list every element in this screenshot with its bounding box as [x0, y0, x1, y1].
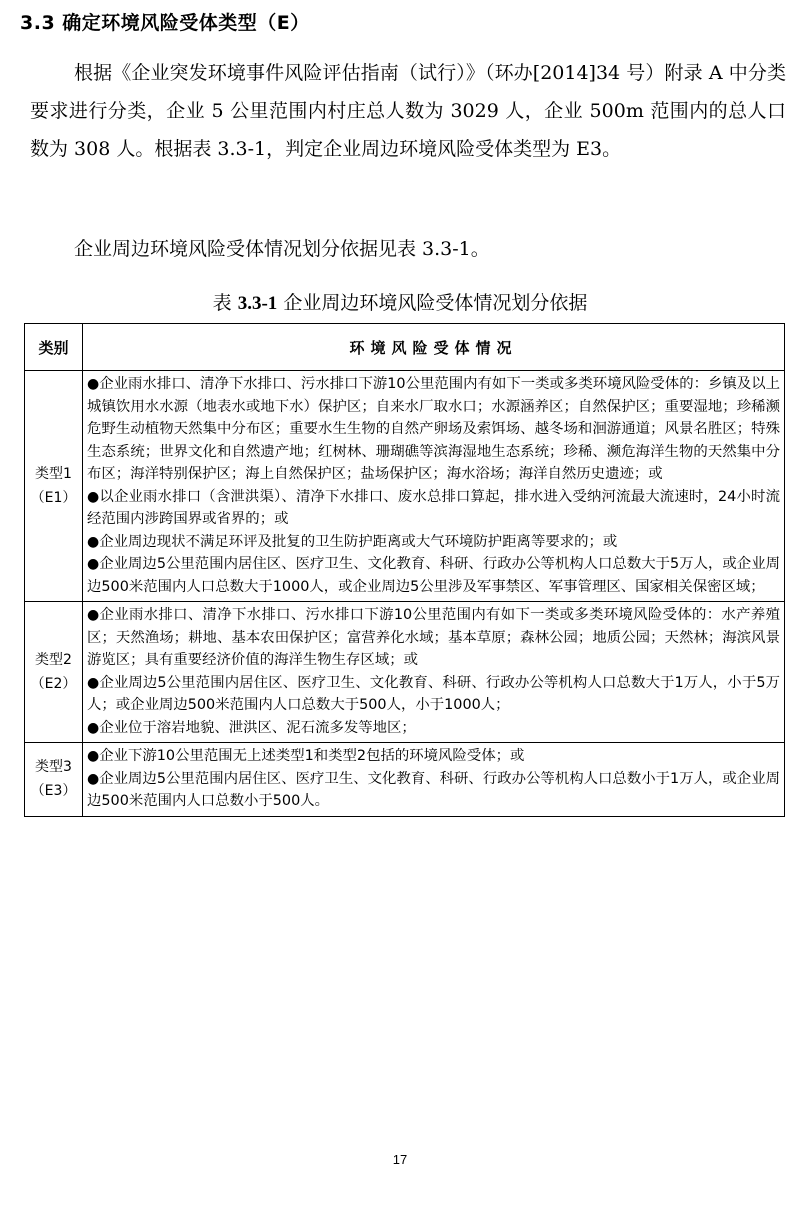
bullet-icon: ●: [87, 674, 100, 691]
type-cell-e3: [25, 743, 83, 817]
table-row-e2: [25, 602, 785, 743]
list-item: [87, 604, 780, 672]
bullet-icon: ●: [87, 556, 100, 572]
type-name: 类型3: [35, 759, 72, 776]
desc-cell-e3: [83, 743, 785, 817]
type-name: 类型1: [35, 466, 72, 482]
table-caption-title: 企业周边环境风险受体情况划分依据: [277, 292, 588, 314]
header-category: 类别: [25, 324, 83, 371]
bullet-icon: ●: [87, 770, 100, 787]
type-cell-e2: [25, 602, 83, 743]
list-item: [87, 373, 780, 486]
item-text: 企业周边5公里范围内居住区、医疗卫生、文化教育、科研、行政办公等机构人口总数大于1万人，小于5万人；或企业周边500米范围内人口总数大于500人，小于1000人；: [87, 674, 780, 713]
risk-receptor-table: [24, 323, 785, 817]
list-item: [87, 672, 780, 717]
section-heading: 3.3 确定环境风险受体类型（E）: [20, 12, 310, 34]
type-cell-e1: [25, 371, 83, 602]
desc-cell-e1: [83, 371, 785, 602]
table-caption: [0, 288, 800, 315]
table-header-row: [25, 324, 785, 371]
list-item: [87, 486, 780, 531]
table-row-e1: [25, 371, 785, 602]
list-item: [87, 745, 780, 768]
paragraph-table-reference: 企业周边环境风险受体情况划分依据见表 3.3-1。: [74, 238, 490, 260]
type-code: （E3）: [30, 783, 77, 800]
table-row-e3: [25, 743, 785, 817]
paragraph-classification: 根据《企业突发环境事件风险评估指南（试行）》（环办[2014]34 号）附录 A 中分类要求进行分类，企业 5 公里范围内村庄总人数为 3029 人，企业 500m 范围内的总人口数为 308 人。根据表 3.3-1，判定企业周边环境风险受体类型为 E3。: [30, 62, 786, 160]
item-text: 企业雨水排口、清净下水排口、污水排口下游10公里范围内有如下一类或多类环境风险受体的：乡镇及以上城镇饮用水水源（地表水或地下水）保护区；自来水厂取水口；水源涵养区；自然保护区；重要湿地；珍稀濒危野生动植物天然集中分布区；重要水生生物的自然产卵场及索饵场、越冬场和洄游通道；风景名胜区；特殊生态系统；世界文化和自然遗产地；红树林、珊瑚礁等滨海湿地生态系统；珍稀、濒危海洋生物的天然集中分布区；海洋特别保护区；海上自然保护区；盐场保护区；海水浴场；海洋自然历史遗迹；或: [87, 376, 780, 482]
type-code: （E1）: [30, 490, 77, 506]
item-text: 企业周边5公里范围内居住区、医疗卫生、文化教育、科研、行政办公等机构人口总数小于1万人，或企业周边500米范围内人口总数小于500人。: [87, 770, 780, 809]
bullet-icon: ●: [87, 376, 100, 392]
list-item: [87, 553, 780, 598]
item-text: 企业雨水排口、清净下水排口、污水排口下游10公里范围内有如下一类或多类环境风险受体的：水产养殖区；天然渔场；耕地、基本农田保护区；富营养化水域；基本草原；森林公园；地质公园；天然林；海滨风景游览区；具有重要经济价值的海洋生物生存区域；或: [87, 607, 780, 668]
type-code: （E2）: [30, 676, 77, 692]
list-item: [87, 531, 780, 554]
bullet-icon: ●: [87, 488, 100, 505]
item-text: 以企业雨水排口（含泄洪渠）、清净下水排口、废水总排口算起，排水进入受纳河流最大流速时，24小时流经范围内涉跨国界或省界的；或: [87, 488, 780, 527]
page-number: 17: [392, 1152, 408, 1167]
item-text: 企业周边现状不满足环评及批复的卫生防护距离或大气环境防护距离等要求的；或: [99, 533, 618, 550]
bullet-icon: ●: [87, 533, 100, 550]
list-item: [87, 768, 780, 813]
item-text: 企业下游10公里范围无上述类型1和类型2包括的环境风险受体；或: [99, 748, 525, 764]
bullet-icon: ●: [87, 607, 100, 623]
desc-cell-e2: [83, 602, 785, 743]
bullet-icon: ●: [87, 719, 100, 736]
item-text: 企业周边5公里范围内居住区、医疗卫生、文化教育、科研、行政办公等机构人口总数大于5万人，或企业周边500米范围内人口总数大于1000人，或企业周边5公里涉及军事禁区、军事管理区、国家相关保密区域；: [87, 556, 780, 595]
type-name: 类型2: [35, 652, 72, 668]
list-item: [87, 717, 780, 740]
item-text: 企业位于溶岩地貌、泄洪区、泥石流多发等地区；: [99, 719, 416, 736]
table-caption-number: 3.3-1: [237, 293, 278, 314]
header-receptor-situation: 环境风险受体情况: [83, 324, 785, 371]
bullet-icon: ●: [87, 748, 100, 764]
table-caption-prefix: 表: [212, 292, 238, 314]
